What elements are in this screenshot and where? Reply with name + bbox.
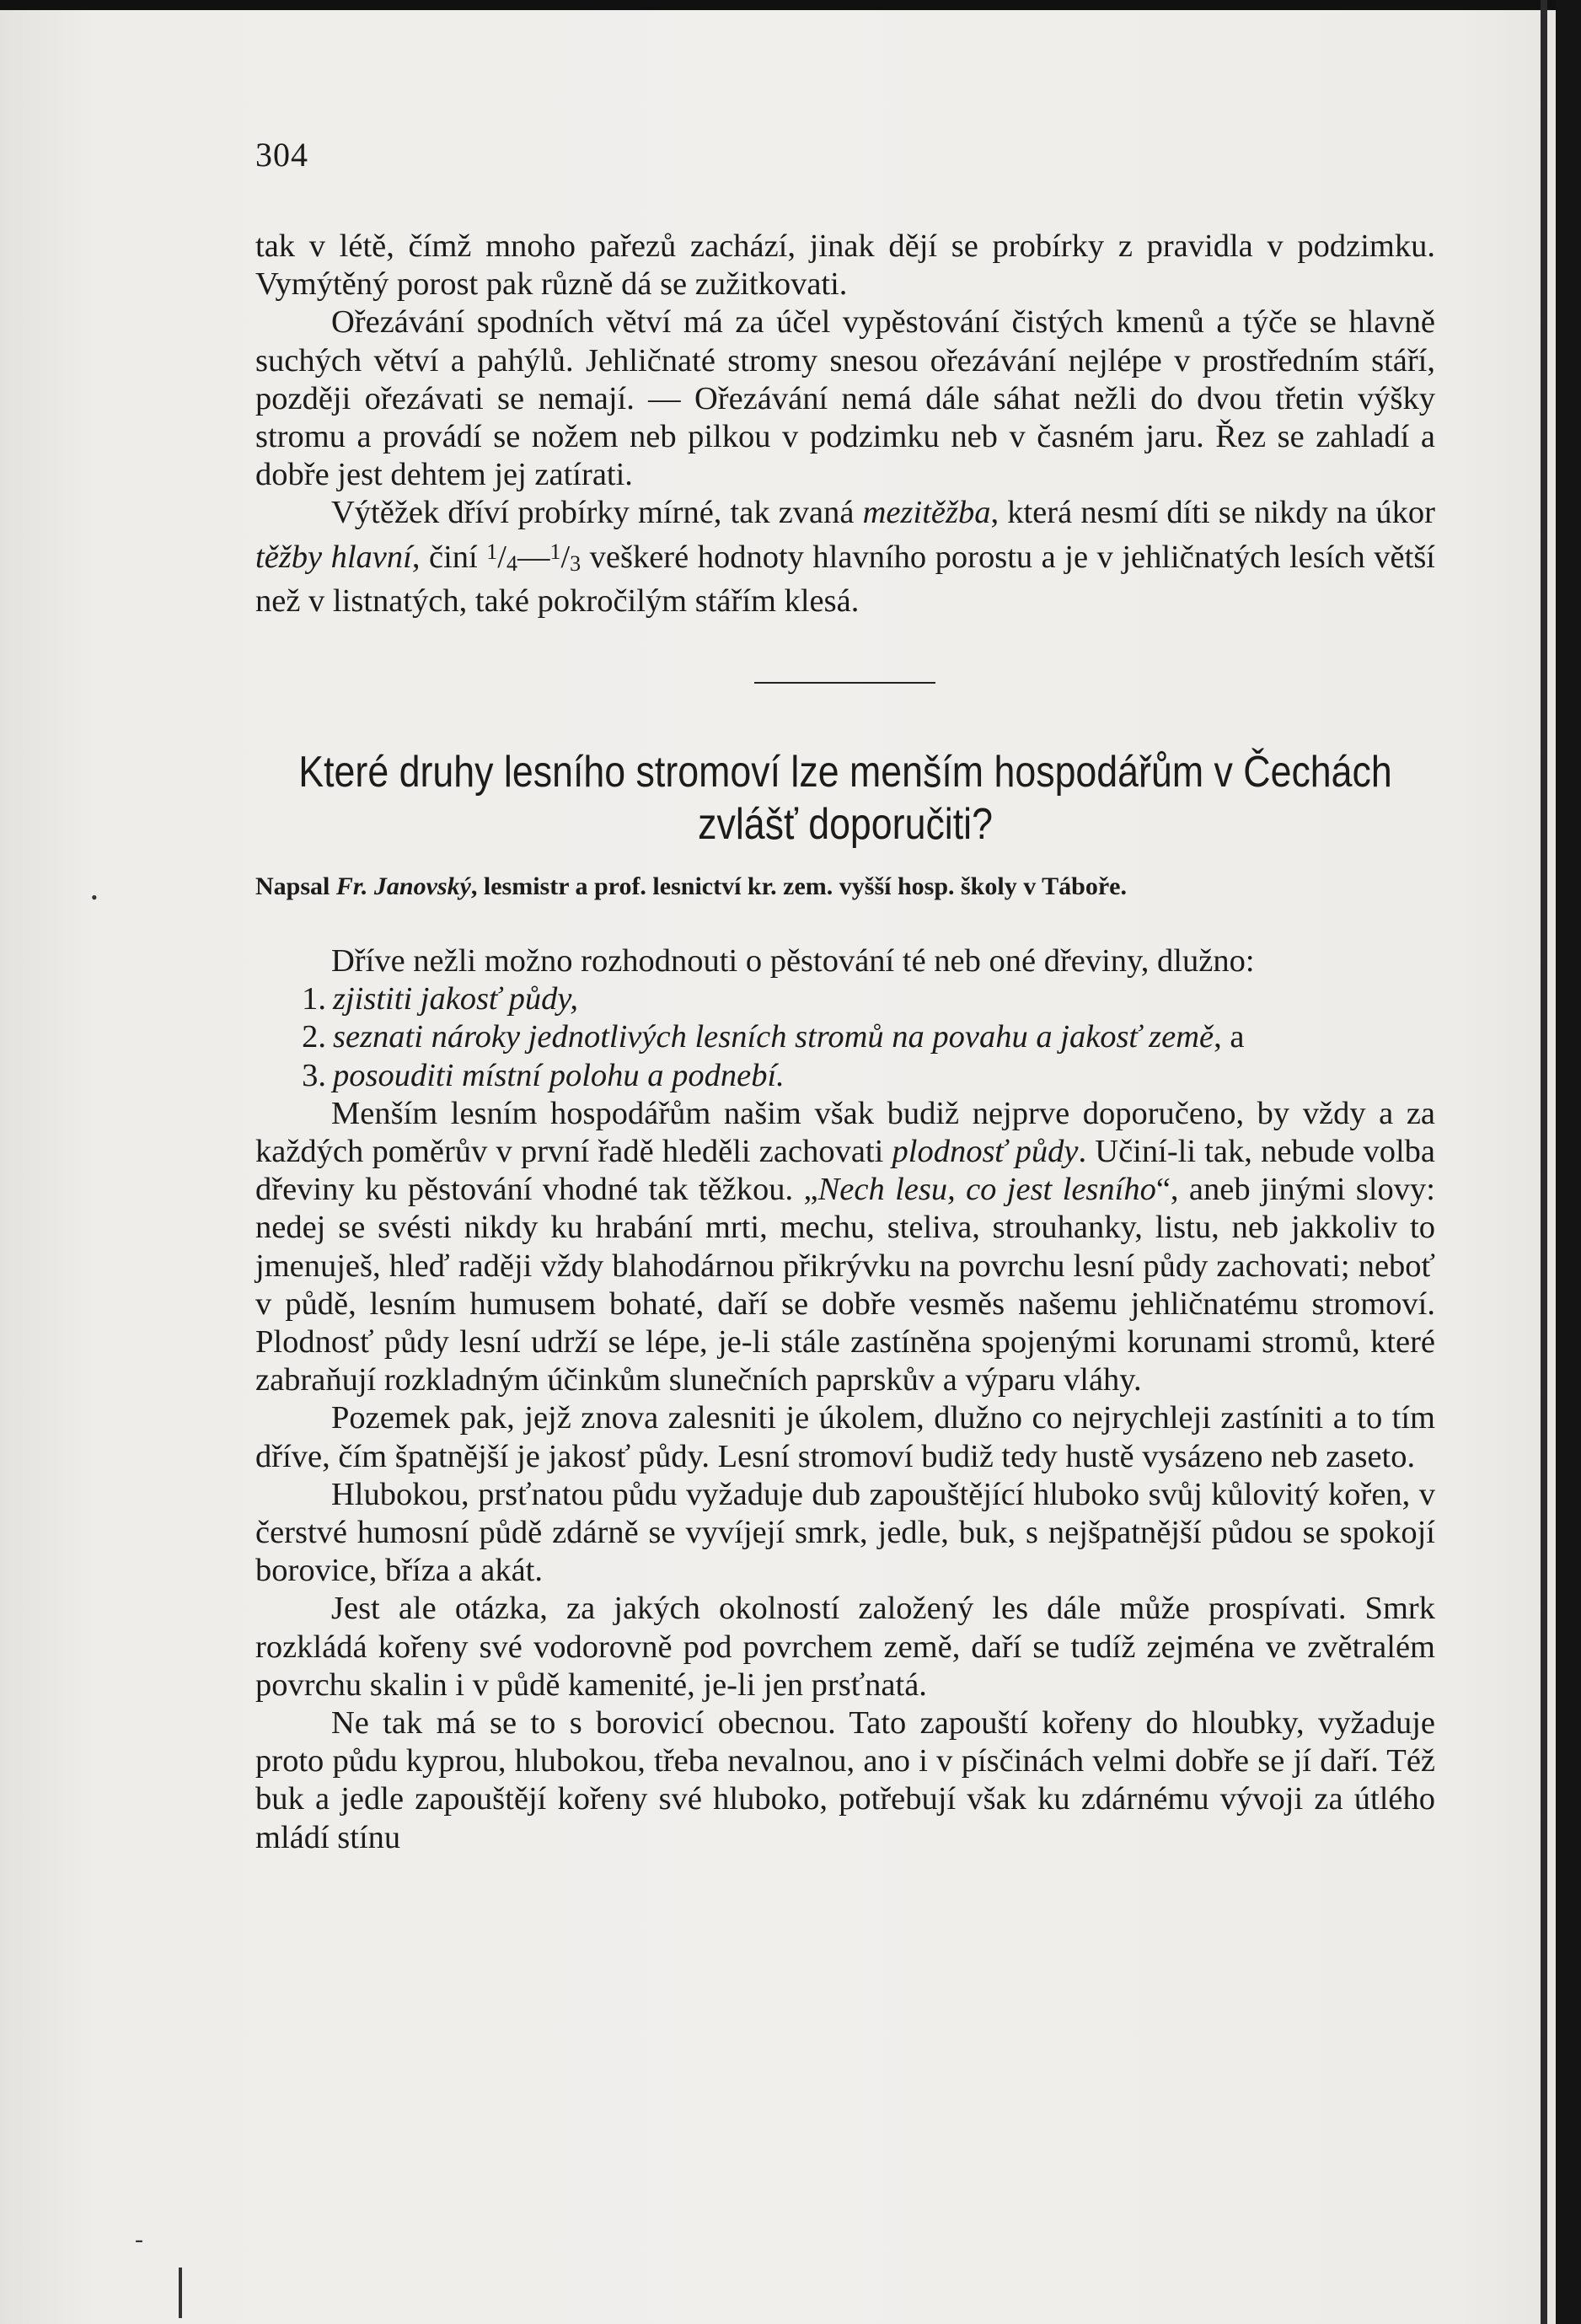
scan-edge-top — [0, 0, 1581, 10]
article-title-line: Které druhy lesního stromoví lze menším hospodářům v Čechách — [298, 748, 1392, 797]
page-number: 304 — [255, 136, 308, 174]
scan-speck — [179, 2268, 182, 2318]
scan-speck: - — [135, 2225, 143, 2253]
section-separator — [754, 682, 935, 684]
scan-edge-gutter — [1541, 0, 1547, 2324]
list-item: 3. posouditi místní polohu a podnebí. — [302, 1057, 785, 1093]
scan-edge-right — [1556, 0, 1581, 2324]
article-title-line: zvlášť doporučiti? — [698, 800, 993, 849]
section-continued-text — [255, 228, 1435, 620]
scan-speck: • — [91, 887, 98, 908]
list-item: 1. zjistiti jakosť půdy, — [302, 981, 579, 1017]
paragraph: Ne tak má se to s borovicí obecnou. Tato zapouští kořeny do hloubky, vyžaduje proto půdu kyprou, hlubokou, třeba nevalnou, ano i v písčinách velmi dobře se jí daří. Též buk a jedle zapouštějí kořeny své hluboko, potřebují však ku zdárnému vývoji za útlého mládí stínu — [255, 1705, 1435, 1855]
paragraph: Výtěžek dříví probírky mírné, tak zvaná mezitěžba, která nesmí díti se nikdy na úkor těžby hlavní, činí $^1$/4—$^1$/3 veškeré hodnoty hlavního porostu a je v jehličnatých lesích větší než v listnatých, také pokročilým stářím klesá. — [255, 495, 1435, 619]
article-body — [255, 942, 1435, 1857]
paragraph: Ořezávání spodních větví má za účel vypěstování čistých kmenů a týče se hlavně suchých větví a pahýlů. Jehličnaté stromy snesou ořezávání nejlépe v prostředním stáří, později ořezávati se nemají. — Ořezávání nemá dále sáhat nežli do dvou třetin výšky stromu a provádí se nožem neb pilkou v podzimku neb v časném jaru. Řez se zahladí a dobře jest dehtem jej zatírati. — [255, 304, 1435, 493]
paragraph: Pozemek pak, jejž znova zalesniti je úkolem, dlužno co nejrychleji zastíniti a to tím dříve, čím špatnější je jakosť půdy. Lesní stromoví budiž tedy hustě vysázeno neb zaseto. — [255, 1400, 1435, 1474]
paragraph: Hlubokou, prsťnatou půdu vyžaduje dub zapouštějící hluboko svůj kůlovitý kořen, v čerstvé humosní půdě zdárně se vyvíjejí smrk, jedle, buk, s nejšpatnější půdou se spokojí borovice, bříza a akát. — [255, 1476, 1435, 1589]
article-title — [255, 746, 1435, 851]
list-item: 2. seznati nároky jednotlivých lesních stromů na povahu a jakosť země, a — [302, 1019, 1245, 1055]
paragraph: Menším lesním hospodářům našim však budiž nejprve doporučeno, by vždy a za každých poměrův v první řadě hleděli zachovati plodnosť půdy. Učiní-li tak, nebude volba dřeviny ku pěstování vhodné tak těžkou. „Nech lesu, co jest lesního“, aneb jinými slovy: nedej se svésti nikdy ku hrabání mrti, mechu, steliva, strouhanky, listu, neb jakkoliv to jmenuješ, hleď raději vždy blahodárnou přikrývku na povrchu lesní půdy zachovati; neboť v půdě, lesním humusem bohaté, daří se dobře vesměs našemu jehličnatému stromoví. Plodnosť půdy lesní udrží se lépe, je-li stále zastíněna spojenými korunami stromů, které zabraňují rozkladným účinkům slunečních paprskův a výparu vláhy. — [255, 1095, 1436, 1398]
article-byline: Napsal Fr. Janovský, lesmistr a prof. lesnictví kr. zem. vyšší hosp. školy v Táboře. — [255, 872, 1127, 900]
paragraph: Dříve nežli možno rozhodnouti o pěstování té neb oné dřeviny, dlužno: — [331, 943, 1255, 979]
paragraph: tak v létě, čímž mnoho pařezů zachází, jinak dějí se probírky z pravidla v podzimku. Vymýtěný porost pak různě dá se zužitkovati. — [255, 228, 1435, 303]
paragraph: Jest ale otázka, za jakých okolností založený les dále může prospívati. Smrk rozkládá kořeny své vodorovně pod povrchem země, daří se tudíž zejména ve zvětralém povrchu skalin i v půdě kamenité, je-li jen prsťnatá. — [255, 1591, 1435, 1703]
